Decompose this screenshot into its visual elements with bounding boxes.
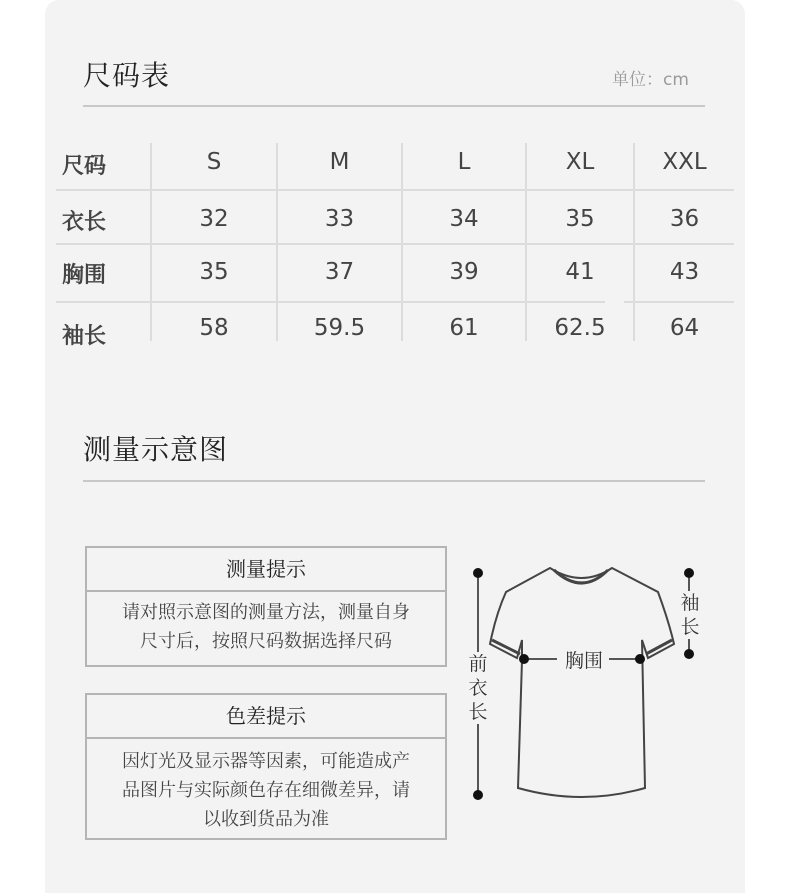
color-tip-title: 色差提示 xyxy=(87,695,445,739)
row-divider xyxy=(56,189,734,191)
table-cell: 37 xyxy=(324,259,355,285)
measure-title: 测量示意图 xyxy=(83,433,229,466)
sleeve-dot-bottom xyxy=(684,649,694,659)
row-label-chest: 胸围 xyxy=(62,263,107,288)
tshirt-diagram xyxy=(462,560,702,820)
length-dot-top xyxy=(473,568,483,578)
chest-dot-left xyxy=(519,654,529,664)
tip-line: 请对照示意图的测量方法，测量自身 xyxy=(122,602,410,623)
table-cell: 35 xyxy=(199,259,229,285)
length-label: 前衣长 xyxy=(466,652,490,724)
color-tip-text xyxy=(87,747,445,834)
measure-tip-box xyxy=(85,546,447,667)
tip-line: 品图片与实际颜色存在细微差异，请 xyxy=(122,780,410,801)
chest-label: 胸围 xyxy=(559,646,609,673)
table-cell: 58 xyxy=(199,315,229,341)
title-divider xyxy=(83,480,705,482)
table-cell: 32 xyxy=(199,206,229,232)
table-cell: 36 xyxy=(669,206,700,232)
table-cell: 62.5 xyxy=(554,315,606,341)
chest-dot-right xyxy=(635,654,645,664)
color-tip-box xyxy=(85,693,447,840)
row-divider xyxy=(56,301,605,303)
table-cell: 34 xyxy=(449,206,479,232)
size-table-title: 尺码表 xyxy=(83,59,171,92)
tshirt-collar xyxy=(554,570,608,583)
table-cell: 33 xyxy=(324,206,355,232)
row-label-sleeve: 袖长 xyxy=(62,324,107,349)
table-cell: 41 xyxy=(565,259,595,285)
length-dot-bottom xyxy=(473,790,483,800)
table-cell: 39 xyxy=(449,259,479,285)
size-header-m: M xyxy=(329,149,350,175)
table-cell: 43 xyxy=(669,259,700,285)
sleeve-label: 袖长 xyxy=(678,591,702,639)
size-header-l: L xyxy=(457,149,471,175)
tip-line: 因灯光及显示器等因素，可能造成产 xyxy=(122,751,410,772)
table-cell: 59.5 xyxy=(313,315,366,341)
row-label-length: 衣长 xyxy=(62,210,107,235)
header-label: 尺码 xyxy=(62,154,107,179)
size-header-s: S xyxy=(206,149,222,175)
tip-line: 尺寸后，按照尺码数据选择尺码 xyxy=(140,631,392,652)
table-cell: 35 xyxy=(565,206,595,232)
tip-line: 以收到货品为准 xyxy=(203,809,329,830)
sleeve-dot-top xyxy=(684,568,694,578)
measure-tip-title: 测量提示 xyxy=(87,548,445,592)
size-header-xl: XL xyxy=(565,149,595,175)
title-divider xyxy=(83,105,705,107)
row-divider xyxy=(56,243,734,245)
row-divider xyxy=(624,301,734,303)
tshirt-outline xyxy=(490,568,674,797)
unit-label: 单位：cm xyxy=(612,70,689,90)
table-cell: 61 xyxy=(449,315,479,341)
table-cell: 64 xyxy=(669,315,700,341)
size-header-xxl: XXL xyxy=(662,149,707,175)
measure-tip-text xyxy=(87,598,445,656)
